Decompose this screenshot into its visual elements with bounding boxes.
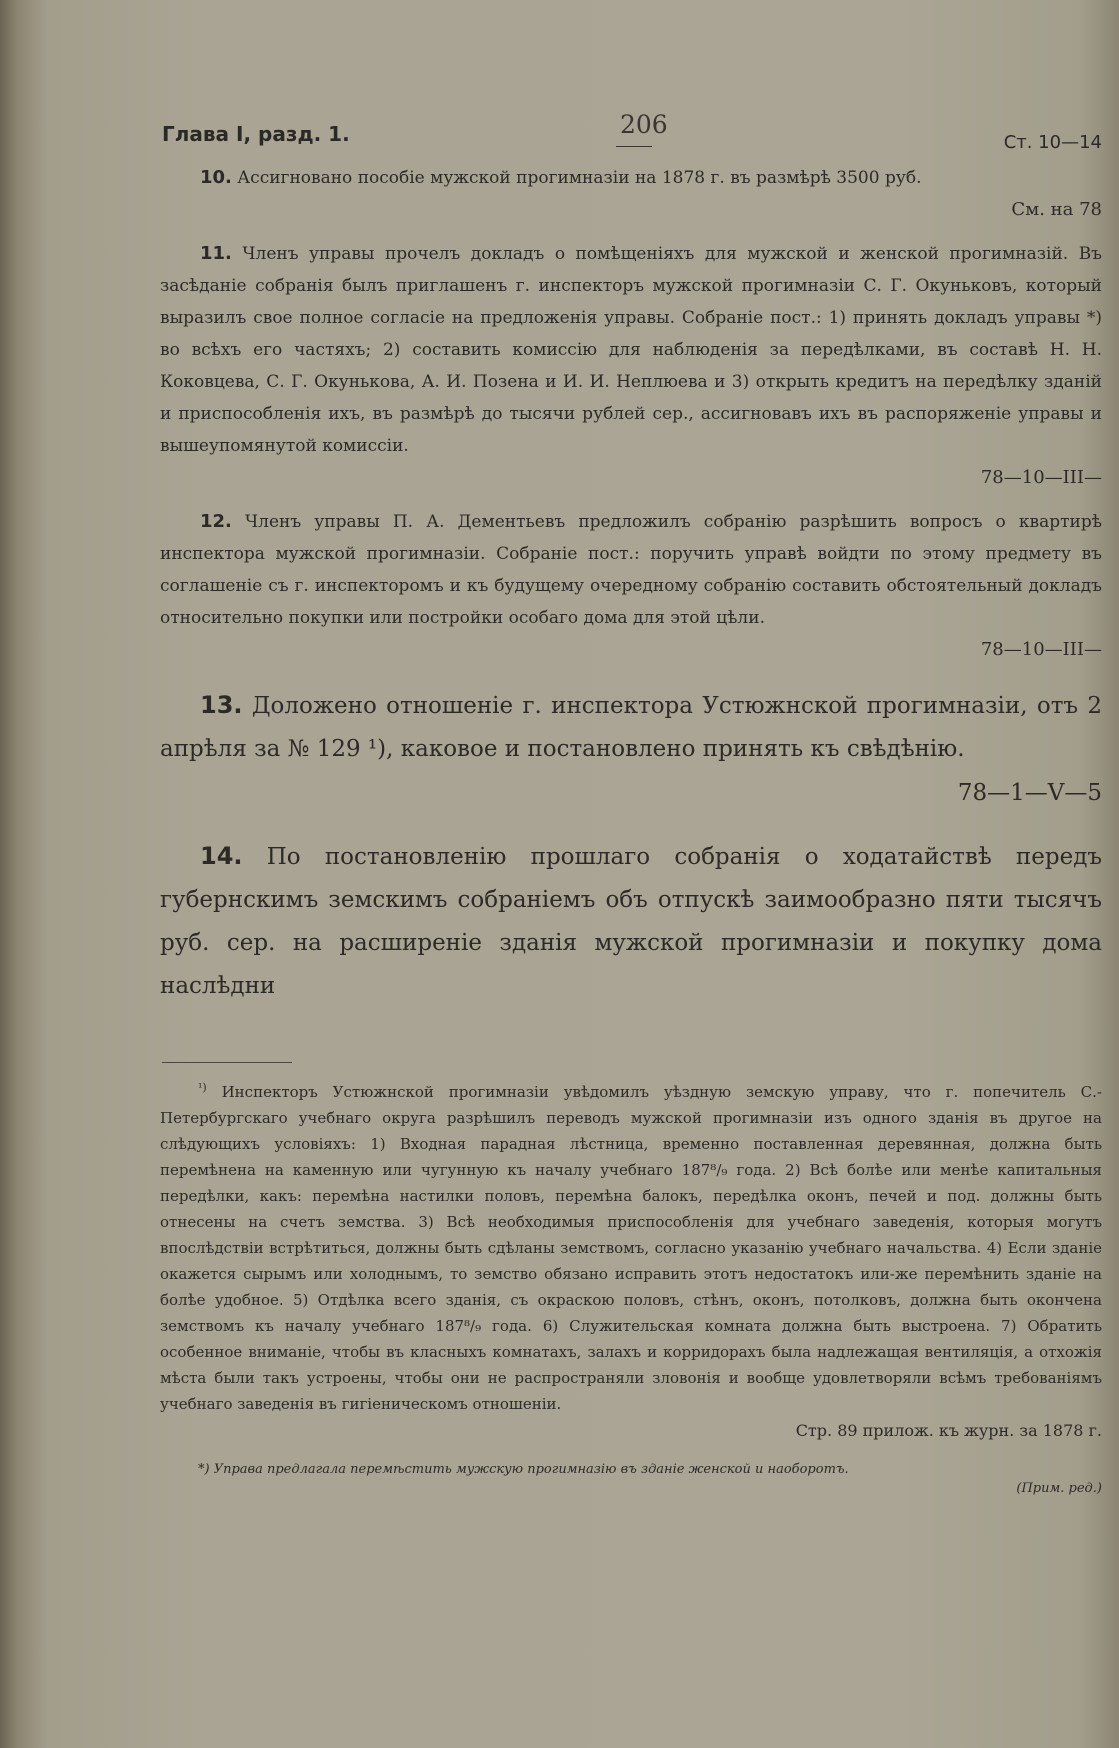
- paragraph-number: 12.: [200, 511, 232, 532]
- footnote-2: *) Управа предлагала перемѣстить мужскую прогимназію въ зданіе женской и наоборотъ.: [198, 1462, 849, 1477]
- paragraph-10-reference: См. на 78: [1011, 199, 1102, 220]
- footnote-1: [160, 1075, 1102, 1417]
- running-header: [160, 110, 1102, 158]
- footnote-divider: [162, 1062, 292, 1063]
- article-range: Ст. 10—14: [1003, 132, 1102, 153]
- paragraph-number: 14.: [200, 842, 243, 870]
- paragraph-text: Членъ управы прочелъ докладъ о помѣщеніяхъ для мужской и женской прогимназій. Въ засѣданіе собранія былъ приглашенъ г. инспекторъ мужской прогимназіи С. Г. Окуньковъ, который выразилъ свое полное согласіе на предложенія управы. Собраніе пост.: 1) принять докладъ управы *) во всѣхъ его частяхъ; 2) составить комиссію для наблюденія за передѣлками, въ составѣ Н. Н. Коковцева, С. Г. Окунькова, А. И. Позена и И. И. Неплюева и 3) открыть кредитъ на передѣлку зданій и приспособленія ихъ, въ размѣрѣ до тысячи рублей сер., ассигновавъ ихъ въ распоряженіе управы и вышеупомянутой комиссіи.: [160, 244, 1102, 456]
- paragraph-13: [160, 684, 1102, 771]
- editor-note: (Прим. ред.): [1016, 1481, 1102, 1496]
- paragraph-14: [160, 835, 1102, 1008]
- paragraph-number: 13.: [200, 691, 243, 719]
- paragraph-11-reference: 78—10—III—: [980, 467, 1102, 488]
- paragraph-text: По постановленію прошлаго собранія о ходатайствѣ передъ губернскимъ земскимъ собраніемъ объ отпускѣ заимообразно пяти тысячъ руб. сер. на расширеніе зданія мужской прогимназіи и покупку дома наслѣдни: [160, 844, 1102, 999]
- paragraph-10: [160, 162, 1102, 194]
- paragraph-text: Доложено отношеніе г. инспектора Устюжнской прогимназіи, отъ 2 апрѣля за № 129 ¹), каковое и постановлено принять къ свѣдѣнію.: [160, 693, 1103, 762]
- page-number: 206: [620, 110, 668, 139]
- paragraph-13-reference: 78—1—V—5: [957, 780, 1102, 806]
- footnote-text: Инспекторъ Устюжнской прогимназіи увѣдомилъ уѣздную земскую управу, что г. попечитель С.-Петербургскаго учебнаго округа разрѣшилъ переводъ мужской прогимназіи изъ одного зданія въ другое на слѣдующихъ условіяхъ: 1) Входная парадная лѣстница, временно поставленная деревянная, должна быть перемѣнена на каменную или чугунную къ началу учебнаго 187⁸/₉ года. 2) Всѣ болѣе или менѣе капитальныя передѣлки, какъ: перемѣна настилки половъ, перемѣна балокъ, передѣлка оконъ, печей и под. должны быть отнесены на счетъ земства. 3) Всѣ необходимыя приспособленія для учебнаго заведенія, которыя могутъ впослѣдствіи встрѣтиться, должны быть сдѣланы земствомъ, согласно указанію учебнаго начальства. 4) Если зданіе окажется сырымъ или холоднымъ, то земство обязано исправить этотъ недостатокъ или-же перемѣнить зданіе на болѣе удобное. 5) Отдѣлка всего зданія, съ окраскою половъ, стѣнъ, оконъ, потолковъ, должна быть окончена земствомъ къ началу учебнаго 187⁸/₉ года. 6) Служительская комната должна быть выстроена. 7) Обратить особенное вниманіе, чтобы въ класныхъ комнатахъ, залахъ и корридорахъ была надлежащая вентиляція, а отхожія мѣста были такъ устроены, чтобы они не распространяли зловонія и вообще удовлетворяли всѣмъ требованіямъ учебнаго заведенія въ гигіеническомъ отношеніи.: [160, 1083, 1102, 1413]
- paragraph-12-reference: 78—10—III—: [980, 639, 1102, 660]
- paragraph-11: [160, 238, 1102, 462]
- chapter-section-label: Глава I, разд. 1.: [162, 122, 350, 146]
- page-content: [160, 110, 1102, 1496]
- paragraph-number: 11.: [200, 243, 232, 264]
- paragraph-12: [160, 506, 1102, 634]
- page-number-rule: [616, 146, 652, 147]
- footnote-marker: ¹): [198, 1081, 207, 1094]
- footnote-1-reference: Стр. 89 прилож. къ журн. за 1878 г.: [795, 1421, 1102, 1440]
- paragraph-number: 10.: [200, 167, 232, 188]
- paragraph-text: Ассигновано пособіе мужской прогимназіи на 1878 г. въ размѣрѣ 3500 руб.: [237, 168, 922, 188]
- paragraph-text: Членъ управы П. А. Дементьевъ предложилъ собранію разрѣшить вопросъ о квартирѣ инспектора мужской прогимназіи. Собраніе пост.: поручить управѣ войдти по этому предмету въ соглашеніе съ г. инспекторомъ и къ будущему очередному собранію составить обстоятельный докладъ относительно покупки или постройки особаго дома для этой цѣли.: [160, 512, 1102, 628]
